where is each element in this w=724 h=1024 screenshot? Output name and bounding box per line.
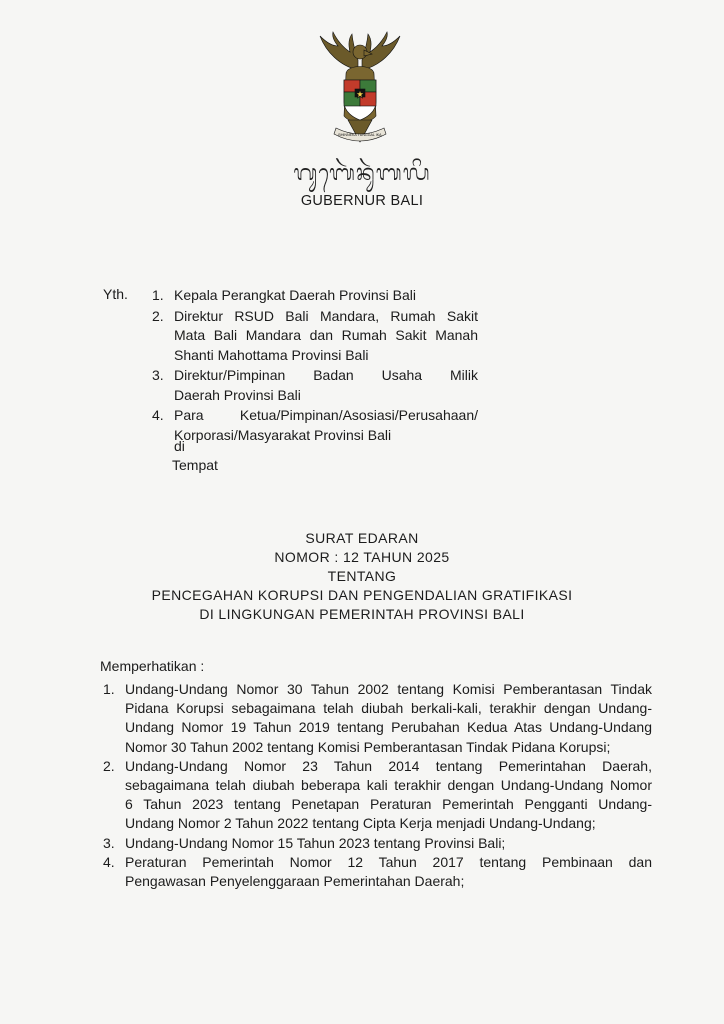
list-item: 2. Direktur RSUD Bali Mandara, Rumah Sakit Mata Bali Mandara dan Rumah Sakit Manah Shanti Mahottama Provinsi Bali: [152, 307, 478, 363]
list-item: 4. Peraturan Pemerintah Nomor 12 Tahun 2017 tentang Pembinaan dan Pengawasan Penyelenggaraan Pemerintahan Daerah;: [103, 853, 652, 890]
balinese-script-heading: ᬕᬸᬩᬾᬃᬦᬸᬃᬩᬮᬶ: [293, 161, 431, 186]
list-item: 2. Undang-Undang Nomor 23 Tahun 2014 tentang Pemerintahan Daerah, sebagaimana telah diubah beberapa kali terakhir dengan Undang-Undang Nomor 6 Tahun 2023 tentang Penetapan Peraturan Pemerintah Pengganti Undang- Undang Nomor 2 Tahun 2022 tentang Cipta Kerja menjadi Undang-Undang;: [103, 757, 652, 832]
title-number: NOMOR : 12 TAHUN 2025: [274, 549, 450, 565]
list-item: 1. Kepala Perangkat Daerah Provinsi Bali: [152, 287, 417, 303]
emblem-motto: BHINNEKA TUNGGAL IKA: [338, 133, 382, 137]
list-item: 3. Direktur/Pimpinan Badan Usaha Milik Daerah Provinsi Bali: [152, 367, 478, 403]
list-item: 4. Para Ketua/Pimpinan/Asosiasi/Perusahaan/ Korporasi/Masyarakat Provinsi Bali: [152, 407, 478, 443]
considering-label: Memperhatikan :: [100, 658, 205, 674]
title-line: SURAT EDARAN: [305, 530, 419, 546]
title-subject: DI LINGKUNGAN PEMERINTAH PROVINSI BALI: [199, 606, 525, 622]
addressee-label: Yth.: [103, 286, 128, 302]
garuda-emblem-icon: [300, 30, 420, 150]
title-line: TENTANG: [327, 568, 397, 584]
list-item: 3. Undang-Undang Nomor 15 Tahun 2023 tentang Provinsi Bali;: [103, 834, 506, 851]
addressee-place: Tempat: [172, 457, 218, 473]
governor-heading: GUBERNUR BALI: [300, 193, 424, 209]
addressee-di: di: [174, 438, 185, 454]
list-item: 1. Undang-Undang Nomor 30 Tahun 2002 tentang Komisi Pemberantasan Tindak Pidana Korupsi sebagaimana telah diubah berkali-kali, terakhir dengan Undang- Undang Nomor 19 Tahun 2019 tentang Perubahan Kedua Atas Undang-Undang Nomor 30 Tahun 2002 tentang Komisi Pemberantasan Tindak Pidana Korupsi;: [103, 681, 652, 755]
document-title: [0, 529, 724, 624]
title-subject: PENCEGAHAN KORUPSI DAN PENGENDALIAN GRATIFIKASI: [151, 587, 573, 603]
laws-list: [100, 680, 652, 891]
addressee-list: [150, 286, 478, 446]
